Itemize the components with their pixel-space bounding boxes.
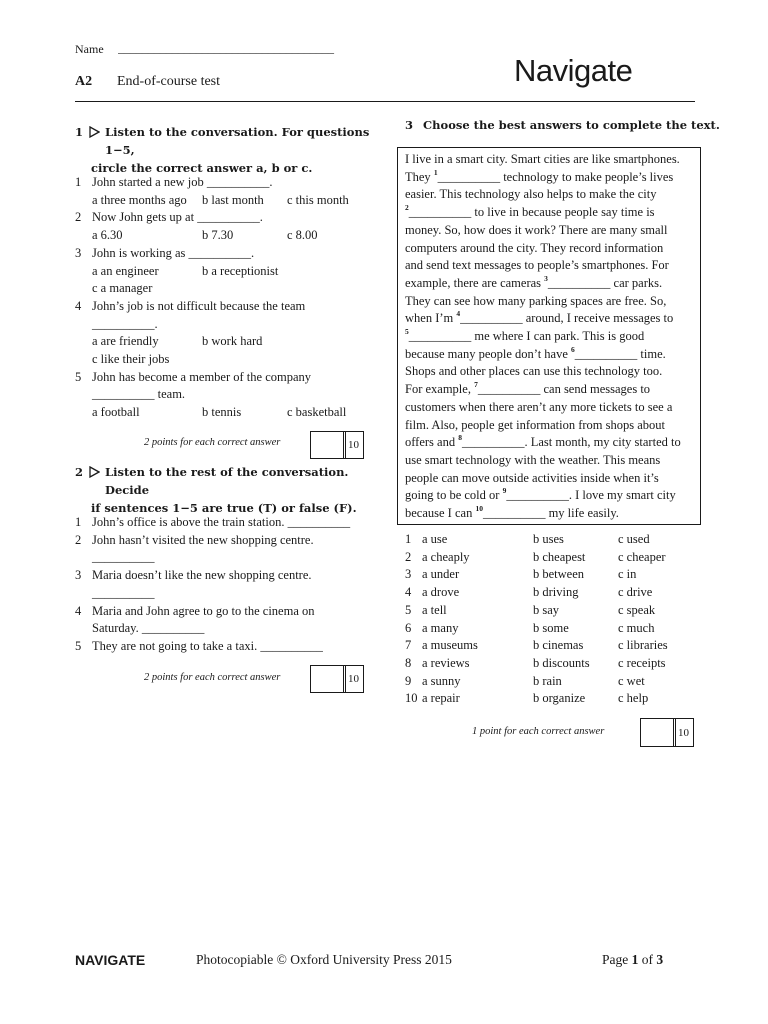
points-note: 2 points for each correct answer xyxy=(144,672,281,683)
page-total: 3 xyxy=(656,952,664,967)
gap-number: 9 xyxy=(502,486,507,496)
statement-row xyxy=(75,514,375,532)
statement-item xyxy=(75,638,375,656)
section-number: 1 xyxy=(75,125,84,139)
statement-number: 5 xyxy=(75,638,82,653)
score-box[interactable] xyxy=(640,718,676,747)
answer-number: 5 xyxy=(405,602,412,617)
statement-text[interactable]: John hasn’t visited the new shopping centre. xyxy=(92,532,314,547)
answer-row xyxy=(405,637,705,655)
answer-option[interactable]: a museums xyxy=(422,638,478,653)
play-icon xyxy=(89,463,99,499)
passage-line: $^5$__________ me where I can park. This is good xyxy=(405,326,645,344)
section-3-answers xyxy=(405,531,705,708)
section-instruction-line1: Listen to the rest of the conversation. Decide xyxy=(105,465,349,497)
answer-option[interactable]: c cheaper xyxy=(618,549,666,564)
statement-item xyxy=(75,514,375,532)
footer-brand: NAVIGATE xyxy=(75,952,146,968)
answer-row xyxy=(405,673,705,691)
section-instruction-line1: Listen to the conversation. For questions 1−5, xyxy=(105,125,370,157)
passage-line: when I’m $^4$__________ around, I receive messages to xyxy=(405,309,674,326)
answer-row xyxy=(405,602,705,620)
answer-number: 9 xyxy=(405,673,412,688)
statement-text-cont[interactable]: Saturday. __________ xyxy=(92,621,205,636)
gap-number: 10 xyxy=(475,503,483,513)
question-stem-cont: __________ team. xyxy=(92,387,186,402)
statement-item xyxy=(75,532,375,567)
answer-option[interactable]: b cinemas xyxy=(533,638,584,653)
score-box[interactable] xyxy=(310,431,346,459)
answer-option[interactable]: b a receptionist xyxy=(202,263,279,278)
statement-text-cont[interactable]: __________ xyxy=(92,550,155,565)
question-stem-row xyxy=(75,369,375,387)
copyright: Photocopiable © Oxford University Press 2015 xyxy=(196,952,452,967)
passage-line: computers around the city. They record information xyxy=(405,240,664,255)
question-item xyxy=(75,369,375,422)
question-item xyxy=(75,209,375,244)
section-number: 2 xyxy=(75,465,84,479)
answer-option[interactable]: a football xyxy=(92,405,140,420)
score-box[interactable] xyxy=(310,665,346,693)
gap-number: 6 xyxy=(571,344,575,354)
page-prefix: Page xyxy=(602,952,629,967)
statement-text-cont[interactable]: __________ xyxy=(92,585,155,600)
level-label: A2 xyxy=(75,74,93,89)
section-2-questions xyxy=(75,514,375,656)
statement-text[interactable]: They are not going to take a taxi. __________ xyxy=(92,638,323,653)
answer-option[interactable]: b between xyxy=(533,567,585,582)
answer-option[interactable]: b discounts xyxy=(533,655,590,670)
statement-row xyxy=(75,603,375,621)
answer-option[interactable]: c wet xyxy=(618,673,645,688)
answer-option[interactable]: b 7.30 xyxy=(202,228,234,243)
passage-line: They $^1$__________ technology to make people’s lives xyxy=(405,167,674,184)
answer-row xyxy=(405,531,705,549)
question-stem: Now John gets up at __________. xyxy=(92,210,263,225)
reading-passage-box xyxy=(397,147,701,525)
statement-row xyxy=(75,638,375,656)
section-instruction-line2: if sentences 1−5 are true (T) or false (F). xyxy=(91,501,357,515)
answer-row xyxy=(405,549,705,567)
answer-option[interactable]: a many xyxy=(422,620,459,635)
points-note: 1 point for each correct answer xyxy=(472,726,605,737)
answer-row xyxy=(405,584,705,602)
passage-line: because many people don’t have $^6$__________ time. xyxy=(405,344,666,361)
answer-option[interactable]: a three months ago xyxy=(92,192,187,207)
answer-option[interactable]: a sunny xyxy=(422,673,461,688)
answer-option[interactable]: b driving xyxy=(533,585,579,600)
answer-option[interactable]: a are friendly xyxy=(92,334,159,349)
statement-text[interactable]: Maria and John agree to go to the cinema on xyxy=(92,603,315,618)
question-item xyxy=(75,174,375,209)
statement-number: 3 xyxy=(75,568,82,583)
question-item xyxy=(75,245,375,298)
section-1-questions xyxy=(75,174,375,422)
gap-number: 4 xyxy=(456,309,461,319)
answer-number: 3 xyxy=(405,567,412,582)
score-total: 10 xyxy=(343,431,364,459)
gap-number: 7 xyxy=(474,379,478,389)
passage-line: easier. This technology also helps to make the city xyxy=(405,187,657,202)
options-row xyxy=(75,404,375,422)
question-stem: John’s job is not difficult because the team xyxy=(92,298,306,313)
answer-number: 2 xyxy=(405,549,412,564)
statement-item xyxy=(75,603,375,638)
test-title: End-of-course test xyxy=(117,74,221,89)
page-of: of xyxy=(641,952,653,967)
points-note: 2 points for each correct answer xyxy=(144,437,281,448)
answer-option[interactable]: a 6.30 xyxy=(92,228,123,243)
page-indicator xyxy=(602,952,663,968)
section-2-heading xyxy=(75,463,375,517)
statement-row xyxy=(75,567,375,585)
options-row xyxy=(75,227,375,245)
question-number: 1 xyxy=(75,175,82,189)
answer-row xyxy=(405,655,705,673)
gap-number: 1 xyxy=(433,167,438,177)
passage-line: example, there are cameras $^3$__________ car parks. xyxy=(405,273,663,290)
answer-option[interactable]: c speak xyxy=(618,602,656,617)
passage-line: For example, $^7$__________ can send messages to xyxy=(405,379,651,397)
score-total: 10 xyxy=(343,665,364,693)
section-3-heading xyxy=(405,116,720,134)
answer-option[interactable]: a reviews xyxy=(422,655,470,670)
answer-option[interactable]: a tell xyxy=(422,602,447,617)
question-number: 2 xyxy=(75,210,82,225)
statement-text[interactable]: John’s office is above the train station. __________ xyxy=(92,515,351,529)
answer-option[interactable]: c libraries xyxy=(618,638,668,653)
play-icon xyxy=(89,123,99,159)
statement-number: 2 xyxy=(75,532,82,547)
options-row xyxy=(75,192,375,210)
passage-line: Shops and other places can use this technology too. xyxy=(405,364,663,379)
answer-option[interactable]: b cheapest xyxy=(533,549,586,564)
reading-passage xyxy=(405,151,700,523)
section-number: 3 xyxy=(405,118,414,132)
passage-line: money. So, how does it work? There are many small xyxy=(405,222,668,237)
question-item xyxy=(75,298,375,369)
gap-number: 8 xyxy=(458,433,462,443)
question-stem: John has become a member of the company xyxy=(92,369,312,384)
answer-option[interactable]: a under xyxy=(422,567,460,582)
name-label: Name xyxy=(75,42,104,56)
answer-option[interactable]: b tennis xyxy=(202,405,242,420)
answer-option[interactable]: c in xyxy=(618,567,637,582)
answer-number: 4 xyxy=(405,585,412,600)
answer-number: 8 xyxy=(405,655,412,670)
passage-line: They can see how many parking spaces are free. So, xyxy=(405,293,667,308)
header-rule xyxy=(75,101,695,102)
answer-number: 10 xyxy=(405,691,418,706)
answer-option[interactable]: c help xyxy=(618,691,649,706)
statement-text[interactable]: Maria doesn’t like the new shopping centre. xyxy=(92,568,312,583)
answer-option[interactable]: a drove xyxy=(422,585,460,600)
question-number: 5 xyxy=(75,369,82,384)
passage-line: people can move outside activities inside when it’s xyxy=(405,470,659,485)
answer-option[interactable]: c this month xyxy=(287,192,349,207)
answer-option[interactable]: b rain xyxy=(533,673,562,688)
answer-option[interactable]: a use xyxy=(422,532,448,546)
question-stem-row xyxy=(75,245,375,263)
answer-number: 1 xyxy=(405,532,412,546)
section-instruction-line2: circle the correct answer a, b or c. xyxy=(91,161,313,175)
answer-option[interactable]: a cheaply xyxy=(422,549,470,564)
answer-option[interactable]: b uses xyxy=(533,532,564,546)
answer-row xyxy=(405,690,705,708)
name-blank[interactable]: ____________________________________ xyxy=(118,41,334,55)
question-stem-row xyxy=(75,298,375,316)
question-stem: John is working as __________. xyxy=(92,245,255,260)
gap-number: 2 xyxy=(405,202,409,212)
gap-number: 3 xyxy=(544,273,548,283)
question-stem-row xyxy=(75,174,375,192)
question-number: 3 xyxy=(75,245,82,260)
question-stem: John started a new job __________. xyxy=(92,175,273,189)
passage-line: offers and $^8$__________. Last month, my city started to xyxy=(405,433,681,450)
answer-option[interactable]: c drive xyxy=(618,585,653,600)
answer-number: 7 xyxy=(405,638,412,653)
passage-line: I live in a smart city. Smart cities are like smartphones. xyxy=(405,152,680,166)
options-row xyxy=(75,333,375,351)
statement-item xyxy=(75,567,375,602)
question-stem-row xyxy=(75,209,375,227)
statement-number: 1 xyxy=(75,515,82,529)
answer-option[interactable]: b work hard xyxy=(202,334,263,349)
answer-row xyxy=(405,566,705,584)
answer-option[interactable]: a repair xyxy=(422,691,460,706)
question-number: 4 xyxy=(75,298,82,313)
answer-option[interactable]: c like their jobs xyxy=(92,352,170,367)
passage-line: film. Also, people get information from shops about xyxy=(405,417,666,432)
score-total: 10 xyxy=(673,718,694,747)
answer-option[interactable]: c 8.00 xyxy=(287,228,318,243)
answer-option[interactable]: c receipts xyxy=(618,655,666,670)
answer-option[interactable]: a an engineer xyxy=(92,263,159,278)
passage-line: because I can $^{10}$__________ my life easily. xyxy=(405,503,619,521)
options-row xyxy=(75,263,375,281)
gap-number: 5 xyxy=(405,326,409,336)
answer-number: 6 xyxy=(405,620,412,635)
passage-line: and send text messages to people’s smartphones. For xyxy=(405,258,669,273)
passage-line: customers when there aren’t any more tickets to see a xyxy=(405,399,673,414)
passage-line: $^2$__________ to live in because people say time is xyxy=(405,202,655,220)
answer-option[interactable]: c used xyxy=(618,532,650,546)
answer-option[interactable]: b say xyxy=(533,602,560,617)
answer-option[interactable]: c basketball xyxy=(287,405,347,420)
answer-option[interactable]: b some xyxy=(533,620,569,635)
page-current: 1 xyxy=(631,952,639,967)
question-stem-cont: __________. xyxy=(92,316,158,331)
section-instruction: Choose the best answers to complete the text. xyxy=(423,118,720,132)
statement-row xyxy=(75,532,375,550)
answer-option[interactable]: b organize xyxy=(533,691,586,706)
answer-row xyxy=(405,620,705,638)
answer-option[interactable]: c much xyxy=(618,620,655,635)
section-1-heading xyxy=(75,123,375,177)
statement-number: 4 xyxy=(75,603,82,618)
brand-logo: Navigate xyxy=(514,53,633,88)
answer-option[interactable]: c a manager xyxy=(92,281,153,296)
passage-line: use smart technology with the weather. This means xyxy=(405,452,661,467)
passage-line: going to be cold or $^9$__________. I love my smart city xyxy=(405,486,676,503)
answer-option[interactable]: b last month xyxy=(202,192,264,207)
